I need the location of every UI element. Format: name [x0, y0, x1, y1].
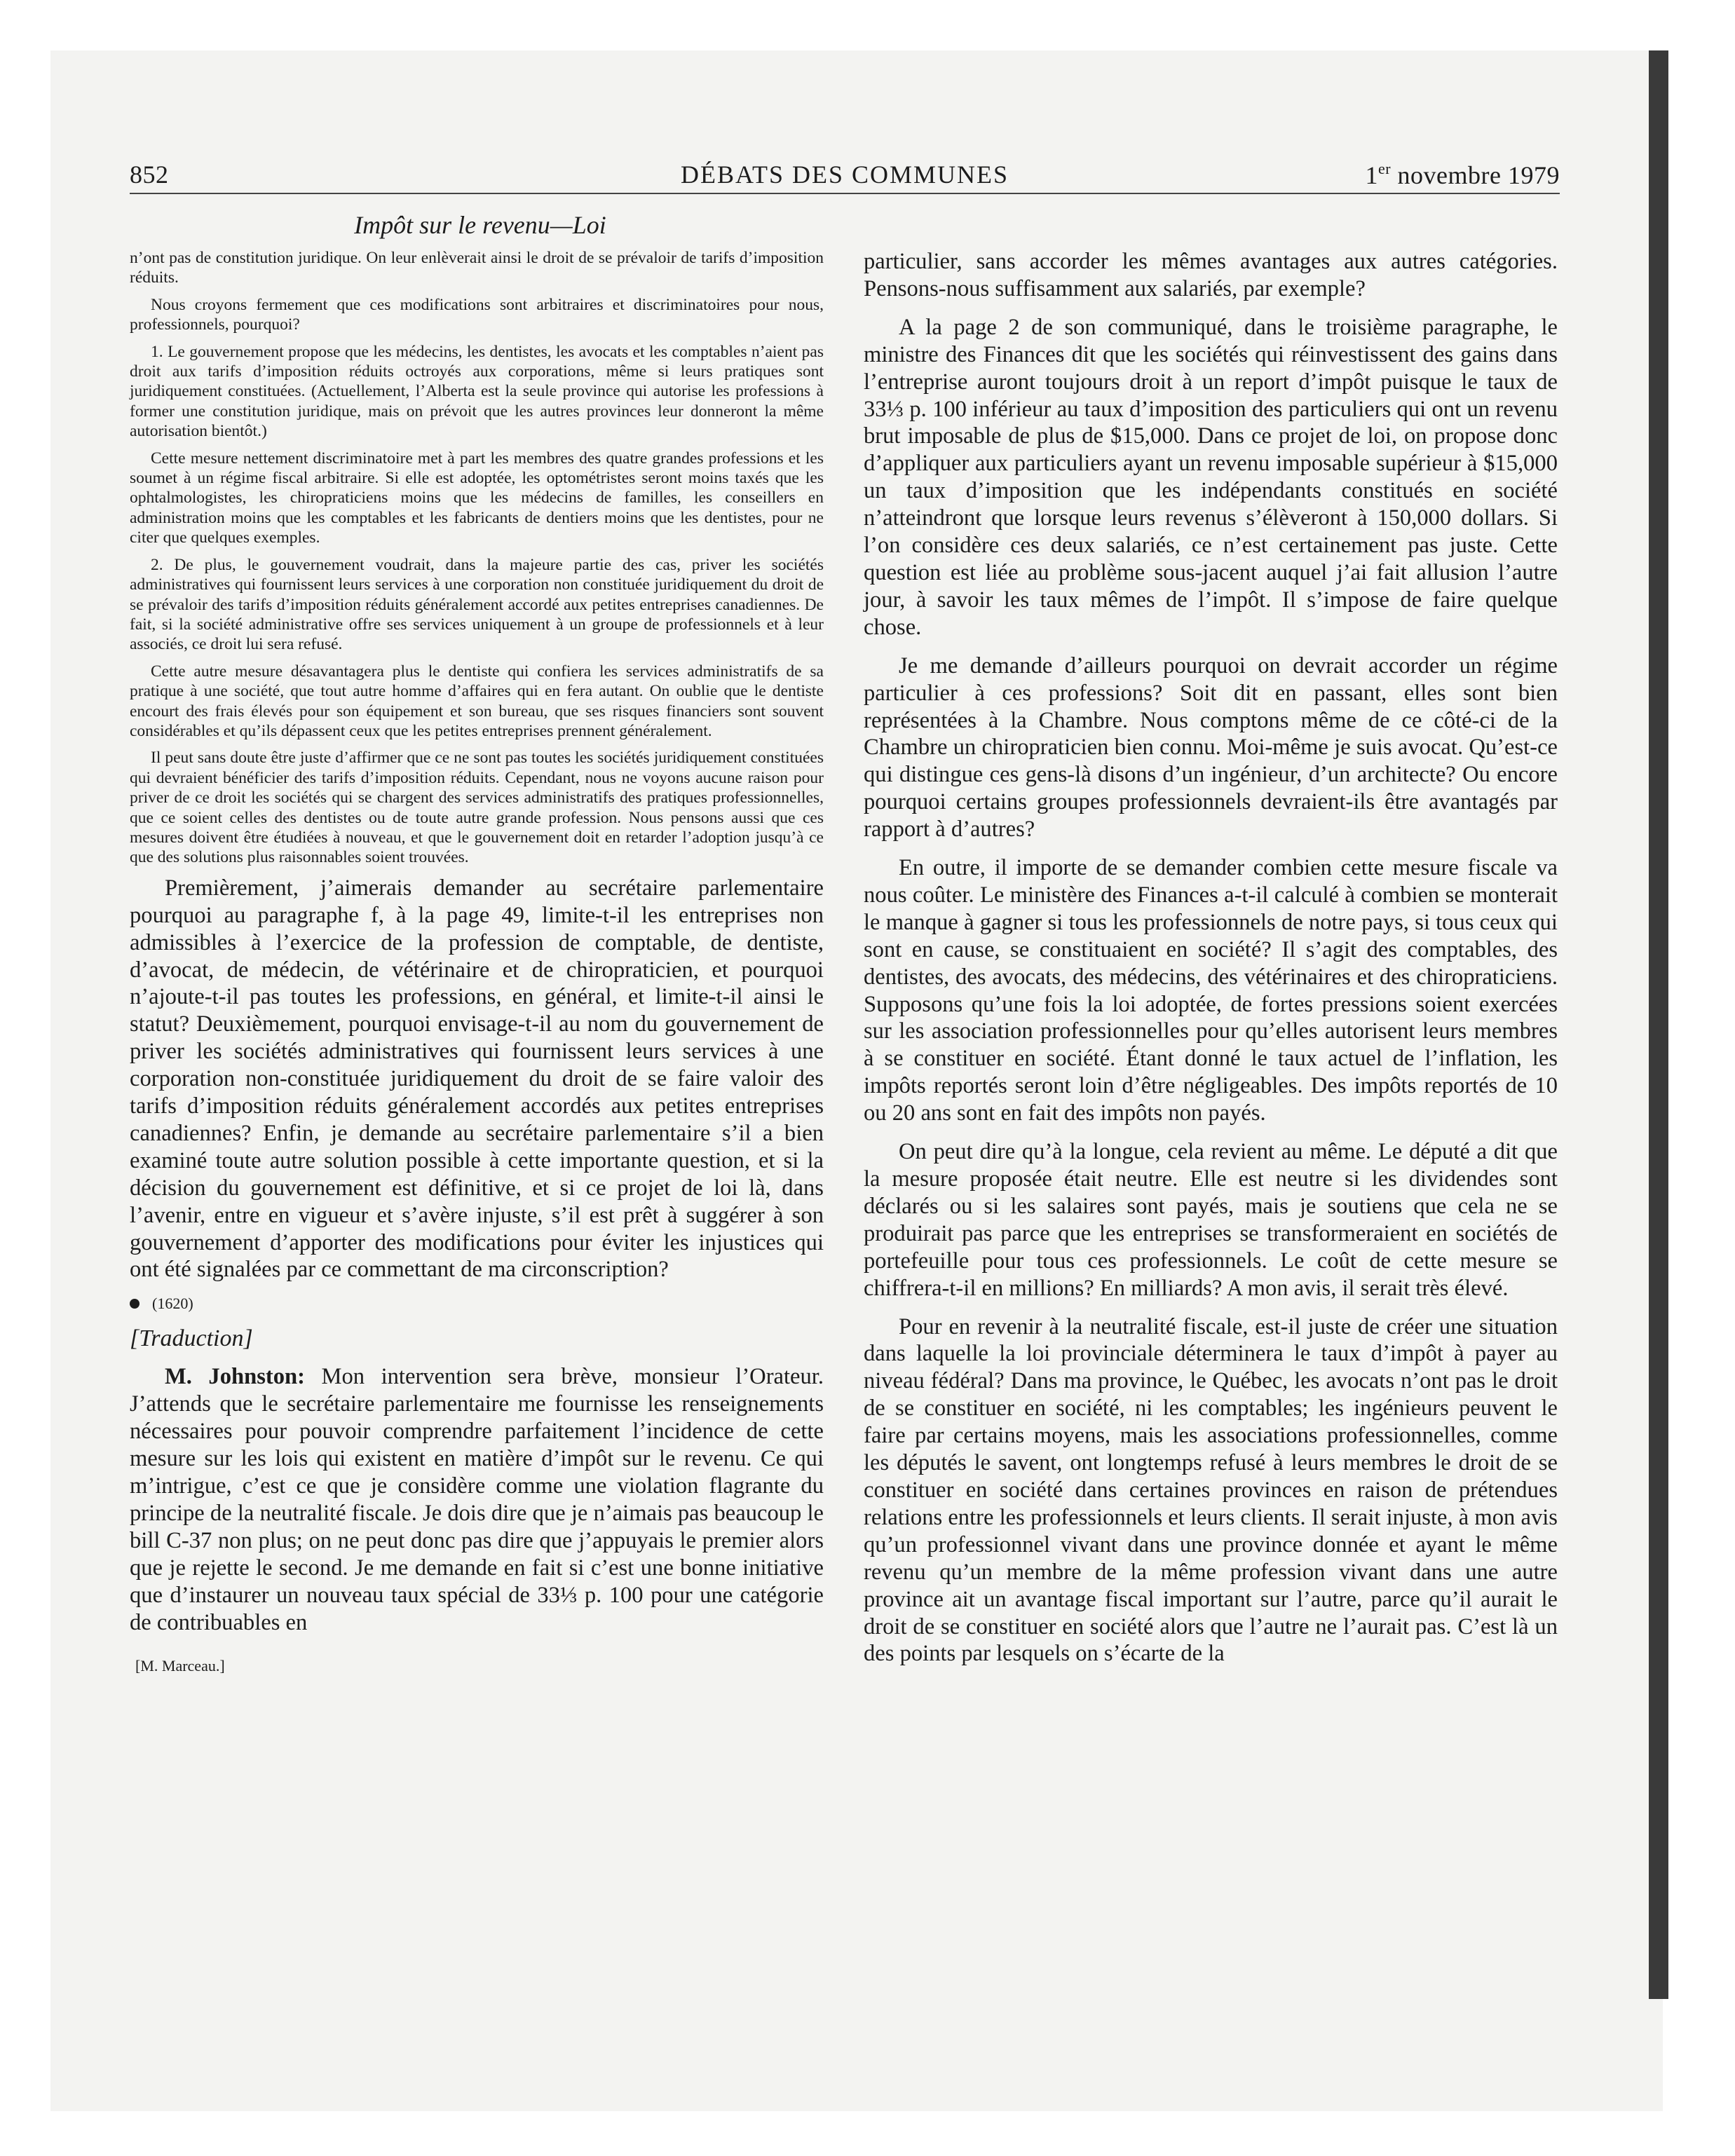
speech-text: Mon intervention sera brève, monsieur l’Orateur. J’attends que le secrétaire parlementaire me fournisse les renseignements nécessaires pour pouvoir comprendre parfaitement l’incidence de cette mesure sur les lois qui existent en matière d’impôt sur le revenu. Ce qui m’intrigue, c’est ce que je considère comme une violation flagrante du principe de la neutralité fiscale. Je dois dire que je n’aimais pas beaucoup le bill C-37 non plus; on ne peut donc pas dire que j’appuyais le premier alors que je rejette le second. Je me demande en fait si c’est une bonne initiative que d’instaurer un nouveau taux spécial de 33⅓ p. 100 pour une catégorie de contribuables en: [130, 1364, 824, 1635]
speech-johnston: [130, 1363, 824, 1636]
date-ordinal: er: [1377, 160, 1392, 177]
left-column: [130, 248, 824, 1675]
speech-paragraph: [130, 1363, 824, 1636]
publication-title: DÉBATS DES COMMUNES: [680, 161, 1009, 189]
quote-paragraph: 2. De plus, le gouvernement voudrait, dans la majeure partie des cas, priver les sociétés administratives qui fournissent leurs services à une corporation non constituée juridiquement du droit de se prévaloir des tarifs d’imposition réduits généralement accordé aux petites entreprises canadiennes. De fait, si la société administrative offre ses services uniquement à un groupe de professionnels et à leur associés, ce droit lui sera refusé.: [130, 555, 824, 654]
header-rule: [130, 193, 1560, 194]
speech-paragraph: En outre, il importe de se demander combien cette mesure fiscale va nous coûter. Le ministère des Finances a-t-il calculé à combien se monterait le manque à gagner si tous les professionnels de notre pays, si tous ceux qui sont en cause, se constituaient en société? Il s’agit des comptables, des dentistes, des avocats, des médecins, des vétérinaires et des chiropraticiens. Supposons qu’une fois la loi adoptée, de fortes pressions soient exercées sur les association professionnelles pour qu’elles autorisent leurs membres à se constituer en société. Étant donné le taux actuel de l’inflation, les impôts reportés seront loin d’être négligeables. Des impôts reportés de 10 ou 20 ans sont en fait des impôts non payés.: [864, 855, 1558, 1126]
speech-paragraph: Premièrement, j’aimerais demander au secrétaire parlementaire pourquoi au paragraphe f, à la page 49, limite-t-il les entreprises non admissibles à l’exercice de la profession de comptable, de dentiste, d’avocat, de médecin, de vétérinaire et de chiropraticien, et pourquoi n’ajoute-t-il pas toutes les professions, en général, et limite-t-il ainsi le statut? Deuxièmement, pourquoi envisage-t-il au nom du gouvernement de priver les sociétés administratives qui fournissent leurs services à une corporation non-constituée juridiquement du droit de se faire valoir des tarifs d’imposition réduits généralement accordés aux petites entreprises canadiennes? Enfin, je demande au secrétaire parlementaire s’il a bien examiné toute autre solution possible à cette importante question, et si la décision du gouvernement est définitive, et si ce projet de loi là, dans l’avenir, entre en vigueur et s’avère injuste, s’il est prêt à suggérer à son gouvernement d’apporter des modifications pour éviter les injustices qui ont été signalées par ce commettant de ma circonscription?: [130, 875, 824, 1283]
running-header: [130, 160, 1560, 196]
speaker-name: M. Johnston:: [165, 1364, 306, 1390]
bullet-icon: [130, 1299, 140, 1309]
quoted-letter: [130, 248, 824, 868]
speech-paragraph: Pour en revenir à la neutralité fiscale, est-il juste de créer une situation dans laquelle la loi provinciale déterminera le taux d’impôt à payer au niveau fédéral? Dans ma province, le Québec, les avocats n’ont pas le droit de se constituer en société, ni les comptables; les ingénieurs peuvent le faire par certains moyens, mais les associations professionnelles, comme les députés le savent, ont longtemps refusé à leurs membres le droit de se constituer en société dans certaines provinces en raison de prétendues relations entre les professionnels et leurs clients. Il serait injuste, à mon avis qu’un professionnel vivant dans une province donnée et ayant le même revenu qu’un membre de la même profession vivant dans une autre province ait un avantage fiscal important sur l’autre, parce qu’il aurait le droit de se constituer en société alors que l’autre ne l’aurait pas. C’est là un des points par lesquels on s’écarte de la: [864, 1314, 1558, 1667]
quote-paragraph: 1. Le gouvernement propose que les médecins, les dentistes, les avocats et les comptables n’aient pas droit aux tarifs d’imposition réduits octroyés aux corporations, même si leurs pratiques sont juridiquement constituées. (Actuellement, l’Alberta est la seule province qui autorise les professions à former une constitution juridique, mais on prévoit que les autres provinces leur donneront la même autorisation bientôt.): [130, 342, 824, 441]
date-day: 1: [1365, 161, 1378, 189]
quote-paragraph: Cette mesure nettement discriminatoire met à part les membres des quatre grandes professions et les soumet à un régime fiscal arbitraire. Si elle est adoptée, les optométristes seront moins taxés que les ophtalmologistes, les chiropraticiens moins que les médecins de familles, les conseillers en administration moins que les comptables et les fabricants de dentiers moins que les dentistes, pour ne citer que quelques exemples.: [130, 449, 824, 547]
quote-paragraph: Il peut sans doute être juste d’affirmer que ce ne sont pas toutes les sociétés juridiquement constituées qui devraient bénéficier des tarifs d’imposition réduits. Cependant, nous ne voyons aucune raison pour priver de ce droit les sociétés qui se chargent des services administratifs des pratiques professionnelles, que ce soient celles des dentistes ou de toute autre grande profession. Nous pensons aussi que ces mesures doivent être étudiées à nouveau, et que le gouvernement doit en retarder l’adoption jusqu’à ce que des solutions plus raisonnables soient trouvées.: [130, 749, 824, 867]
speaker-signature: [M. Marceau.]: [135, 1657, 225, 1675]
speech-paragraph: particulier, sans accorder les mêmes avantages aux autres catégories. Pensons-nous suffisamment aux salariés, par exemple?: [864, 249, 1558, 301]
right-column: [864, 248, 1558, 1679]
traduction-label: [Traduction]: [130, 1325, 253, 1352]
quote-paragraph: Cette autre mesure désavantagera plus le dentiste qui confiera les services administratifs de sa pratique à une société, que tout autre homme d’affaires qui en fera autant. On oublie que le dentiste encourt des frais élevés pour son équipement et son bureau, que ses risques financiers sont souvent considérables et qu’ils dépassent ceux que les petites entreprises prennent généralement.: [130, 662, 824, 740]
quote-paragraph: n’ont pas de constitution juridique. On leur enlèverait ainsi le droit de se prévaloir de tarifs d’imposition réduits.: [130, 249, 824, 287]
date-rest: novembre 1979: [1391, 161, 1560, 189]
time-marker: [130, 1295, 824, 1313]
binding-edge: [1649, 50, 1668, 1999]
speech-paragraph: On peut dire qu’à la longue, cela revient au même. Le député a dit que la mesure proposée était neutre. Elle est neutre si les dividendes sont déclarés ou si les salaires sont payés, mais je soutiens que cela ne se produirait pas parce que les entreprises se transformeraient en sociétés de portefeuille pour tous ces professionnels. Le coût de cette mesure se chiffrera-t-il en millions? En milliards? A mon avis, il serait très élevé.: [864, 1139, 1558, 1301]
page-number: 852: [130, 161, 169, 189]
speech-paragraph: A la page 2 de son communiqué, dans le troisième paragraphe, le ministre des Finances dit que les sociétés qui réinvestissent des gains dans l’entreprise auront toujours droit à un report d’impôt puisque le taux de 33⅓ p. 100 inférieur au taux d’imposition des particuliers qui ont un revenu brut imposable de plus de $15,000. Dans ce projet de loi, on propose donc d’appliquer aux particuliers ayant un revenu imposable supérieur à $15,000 un taux d’imposition que les indépendants constitués en société n’atteindront que lorsque leurs revenus s’élèveront à 150,000 dollars. Si l’on considère ces deux salariés, ce n’est certainement pas juste. Cette question est liée au problème sous-jacent auquel j’ai fait allusion l’autre jour, à savoir les taux mêmes de l’impôt. Il s’impose de faire quelque chose.: [864, 314, 1558, 640]
header-date: [1365, 160, 1560, 190]
speech-body-left: [130, 875, 824, 1284]
speech-paragraph: Je me demande d’ailleurs pourquoi on devrait accorder un régime particulier à ces professions? Soit dit en passant, elles sont bien représentées à la Chambre. Nous comptons même de ce côté-ci de la Chambre un chiropraticien bien connu. Moi-même je suis avocat. Qu’est-ce qui distingue ces gens-là disons d’un ingénieur, d’un architecte? Ou encore pourquoi certains groupes professionnels devraient-ils être avantagés par rapport à d’autres?: [864, 653, 1558, 842]
time-marker-text: (1620): [152, 1295, 193, 1313]
quote-paragraph: Nous croyons fermement que ces modifications sont arbitraires et discriminatoires pour nous, professionnels, pourquoi?: [130, 295, 824, 334]
subject-heading: Impôt sur le revenu—Loi: [354, 211, 606, 239]
